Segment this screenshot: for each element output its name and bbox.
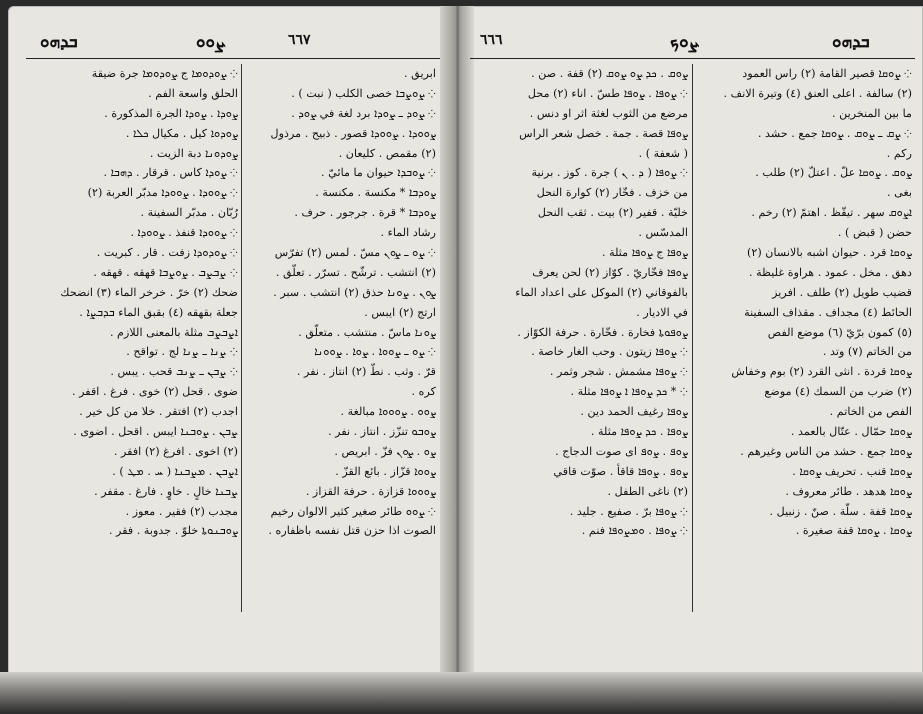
entry-line: ( شعفة ) .	[638, 146, 688, 160]
right-header-keyword: ܒܕܗܘ	[832, 32, 870, 52]
left-page	[26, 6, 441, 686]
entry-line: قضيب طويل (٢) طلف . افريز	[772, 285, 912, 299]
entry-line: المدسّس .	[638, 226, 688, 240]
entry-line: ܨܘܕܘܐ كيل . مكيال ܟܠܐ .	[125, 126, 238, 140]
entry-line: الحائط (٤) مجداف . مقذاف السفينة	[744, 305, 912, 319]
entry-line: ܨܘܦܐ . ܟܕ ܨܘܦܐ مثلة .	[590, 425, 688, 439]
entry-line: ⁘ ܨܘܦܐ برّ . صفيع . جليد .	[569, 504, 688, 518]
entry-line: ركم .	[886, 146, 912, 160]
entry-line: من خزف . فخّار (٢) كوارة النحل	[536, 186, 688, 200]
entry-line: ⁘ ܨܘܕܘܡܐ ج ܨܘܕܘܡܐ جرة ضيقة	[91, 67, 238, 80]
entry-line: ܨܘܘܘܐ قزازة . حرفة القزاز .	[305, 484, 436, 498]
entry-line: (٥) كمون برّيّ (٦) موضع الفص	[767, 325, 912, 339]
entry-line: ⁘ ܨܘܘܕܐ . ܨܘܘܕܐ مدبّر العربة (٢)	[87, 186, 238, 200]
entry-line: ܨܘܒܘ تنزّز . انتاز . نفر .	[328, 425, 436, 439]
entry-line: ܨܘܩܐ قردة . انثى القرد (٢) بوم وخفاش	[731, 365, 912, 379]
entry-line: اجدب (٢) افتقر . خلا من كل خير .	[79, 405, 238, 419]
entry-line: ⁘ ܨܩ ـ ܨܘܩ . ܨܘܩܐ جمع . حشد .	[757, 126, 912, 140]
entry-line: ܨܒܢܐ خالٍ . خاوٍ . فارغ . مقفر .	[94, 484, 238, 498]
entry-line: ܨܘܩܐ هدهد . طائر معروف .	[785, 484, 912, 498]
entry-line: ܨܘܦ . ܨܘܦ ای صوت الدجاج .	[555, 444, 688, 458]
entry-line: ܨܘܩ . ܨܘܩܐ علّ . اعتلّ (٢) طلب .	[755, 166, 912, 180]
bottom-shadow	[0, 672, 923, 714]
entry-line: (٢) اخوى . افرغ (٢) افقر .	[113, 444, 238, 458]
entry-line: ⁘ ܨܘ ـ ܨܘܘܐ . ܨܘܐ . ܨܘܘܢܐ	[314, 345, 436, 359]
right-page	[470, 6, 915, 686]
entry-line: حضن ( قبض ) .	[837, 226, 912, 240]
entry-line: ضحك (٢) خرّ . خرخر الماء (٣) انضحك	[60, 285, 238, 299]
entry-line: بغى .	[887, 186, 912, 200]
entry-line: (٢) مقمص . كليعان .	[338, 146, 436, 160]
entry-line: رشاد الماء .	[380, 226, 436, 240]
entry-line: ܨܘܩܐ قرد . حيوان اشبه بالانسان (٢)	[746, 246, 912, 260]
entry-line: ܨܘ . ܨܘܢ فزّ . ابريص .	[334, 444, 436, 458]
left-header-rule	[26, 58, 441, 59]
entry-line: الصوت اذا حزن قتل نفسه باظفاره .	[268, 524, 436, 538]
entry-line: ܨܘܦ . ܨܘܦܐ قاقأ . صوّت قاقي	[553, 464, 688, 478]
entry-line: ⁘ ܨܘܦܐ . ܘܡܨܘܦܐ فنم .	[581, 524, 688, 538]
entry-line: بالفوقاني (٢) الموكل على اعداد الماء	[515, 285, 688, 299]
right-header-rule	[470, 58, 915, 59]
entry-line: ܨܘܘܕܐ . ܨܘܘܕܐ قصور . ذبيح . مرذول	[270, 126, 436, 140]
entry-line: ⁘ ܨܘܕܐ كاس . قرقار . ܕܗܒܐ .	[103, 166, 238, 180]
entry-line: ܨܘܘܐ قزّاز . بائع القزّ .	[335, 464, 436, 478]
entry-line: رُبّان . مدبّر السفينة .	[140, 206, 238, 220]
entry-line: الحلق واسعة الفم .	[148, 86, 238, 100]
entry-line: ⁘ ܨܘܒܕܐ حيوان ما مائيّ .	[321, 166, 436, 180]
entry-line: (٢) انتشب . ترشّح . تسرّر . تعلّق .	[275, 265, 436, 279]
entry-line: ⁘ ܨܢܐ ـ ܨܢܐ لج . تواقح .	[126, 345, 238, 359]
entry-line: ܨܘܕܐ . ܨܘܕܐ الجرة المذكورة .	[104, 106, 238, 120]
entry-line: ܨܘܦܐ ج ܨܘܦܐ مثلة .	[601, 246, 688, 260]
left-column-divider	[241, 64, 242, 612]
right-page-column-right	[700, 64, 912, 541]
book-spread	[8, 6, 923, 696]
book-gutter	[440, 6, 474, 696]
right-header-root: ܨܘܟ	[670, 32, 698, 52]
entry-line: ⁘ ܨܘ ـ ܨܘܢ مسّ . لمس (٢) تفرّس	[274, 246, 436, 260]
entry-line: دهق . مخل . عمود . هراوة غليظة .	[748, 265, 912, 279]
entry-line: جعلة بقهقه (٤) بقبق الماء ܒܕܒܨܐ .	[79, 305, 238, 319]
entry-line: ⁘ ܨܘܘ طائر صغير كثير الالوان رخيم	[270, 504, 436, 518]
entry-line: ܨܘܩ . ܟܕ ܨܘ ܨܘܩ (٢) قفة . صن .	[531, 67, 688, 80]
entry-line: ܨܒܢ . ܨܘܒܢܐ ايبس . اقحل . اضوى .	[73, 425, 238, 439]
entry-line: ܨܘܩܐ قفة . سلّة . صنّ . زنبيل .	[769, 504, 912, 518]
entry-line: ⁘ ܨܘܘܕܐ قنفذ . ܨܘܘܕܐ .	[130, 226, 238, 240]
entry-line: ما بين المنخرين .	[831, 106, 912, 120]
right-page-header	[470, 28, 915, 56]
entry-line: ܨܘܦܐ قصة . جمة . خصل شعر الراس	[519, 126, 688, 140]
left-page-header	[26, 28, 441, 56]
entry-line: ⁘ ܨܘܕܘܕܐ زفت . قار . كبريت .	[96, 246, 238, 260]
entry-line: ܨܘܩܐ . ܨܘܩܐ قفة صغيرة .	[795, 524, 912, 538]
right-page-column-left	[484, 64, 688, 541]
entry-line: ⁘ ܨܘܦܐ . ܨܘܦܐ طسّ . اناء (٢) محل	[527, 86, 688, 100]
entry-line: ⁘ ܨܘܦܐ زيتون . وحب الغار خاصة .	[531, 345, 688, 359]
entry-line: ܨܘܩܐ حمّال . عتّال بالعمد .	[790, 425, 912, 439]
entry-line: ܨܘܢܐ ماسّ . منتشب . متعلّق .	[298, 325, 436, 339]
entry-line: ⁘ ܨܘܨܒܐ خصى الكلب ( نبت ) .	[291, 86, 436, 100]
entry-line: في الاديار .	[636, 305, 688, 319]
entry-line: ܐܨܒܢ . ܡܨܒܢܐ ( ܚ . ܡܛ ) .	[112, 464, 238, 478]
entry-line: ܨܘܦܐ فخّاريّ . كوّاز (٢) لحن يعرف	[532, 265, 688, 279]
entry-line: خليّة . قفير (٢) بيت . ثقب النحل	[537, 206, 688, 220]
left-page-number: ٦٦٧	[288, 32, 311, 48]
entry-line: ܐܨܘܩ سهر . تيقّظ . اهتمّ (٢) رخم .	[751, 206, 912, 220]
entry-line: ⁘ * ܟܕ ܨܘܦܐ ܐ ܨܘܦܐ مثلة .	[570, 385, 688, 399]
entry-line: مرضع من الثوب لغثة اثر او دنس .	[529, 106, 688, 120]
entry-line: ܨܘܕܘܢܐ دبة الزيت .	[149, 146, 238, 160]
left-page-column-left	[32, 64, 238, 541]
entry-line: ضوى . قحل (٢) خوى . فرغ . اقفر .	[72, 385, 238, 399]
entry-line: ܨܘܘ . ܨܘܘܘܐ مبالغة .	[340, 405, 436, 419]
entry-line: ⁘ ܨܘܕ ـ ܨܘܕܐ برد لغة في ܨܘܕ .	[291, 106, 436, 120]
entry-line: ܨܘܒܢܘܬܐ خلوّ . جدوبة . فقر .	[108, 524, 238, 538]
entry-line: ܨܘܕܒܐ * قرة . جرجور . حرف .	[294, 206, 436, 220]
entry-line: ܨܘܦܘܬܐ فخارة . فخّارة . حرفة الكوّاز .	[517, 325, 688, 339]
left-header-keyword: ܒܕܗܘ	[40, 32, 78, 52]
entry-line: من الخاتم (٧) وتد .	[822, 345, 912, 359]
entry-line: الفص من الخاتم .	[829, 405, 912, 419]
entry-line: (٢) ضرب من السمك (٤) موضع	[764, 385, 912, 399]
entry-line: ⁘ ܨܘܩܐ قصير القامة (٢) راس العمود	[742, 67, 912, 80]
entry-line: ܨܘܦܐ رغيف الحمد دين .	[580, 405, 688, 419]
right-column-divider	[692, 64, 693, 612]
entry-line: ⁘ ܨܒܨܒ . ܨܘܨܒܐ قهقه . قهقه .	[93, 265, 238, 279]
right-page-number: ٦٦٦	[480, 32, 503, 48]
left-page-column-right	[248, 64, 436, 541]
entry-line: (٢) ناغى الطفل .	[607, 484, 688, 498]
entry-line: ܨܘܩܐ جمع . حشد من الناس وغيرهم .	[740, 444, 912, 458]
entry-line: قرّ . وثب . نطّ (٢) انتاز . نفر .	[296, 365, 436, 379]
entry-line: ܨܘܕܒܐ * مكنسة . مكنسة .	[315, 186, 436, 200]
entry-line: مجدب (٢) فقير . معوز .	[125, 504, 238, 518]
entry-line: ⁘ ܨܒܢ ـ ܨܢܒ قحب . يبس .	[110, 365, 238, 379]
entry-line: ⁘ ܨܘܦܐ مشمش . شجر وثمر .	[549, 365, 688, 379]
entry-line: ارتج (٢) ايبس .	[364, 305, 436, 319]
entry-line: ܨܘܩܐ قنب . تحريف ܨܘܩܐ .	[792, 464, 912, 478]
left-header-root: ܨܘܘ	[196, 32, 225, 52]
entry-line: ܨܘܢ . ܨܘܢܐ حذق (٢) انتشب . سبر .	[273, 285, 436, 299]
entry-line: ܐܨܒܨܒ مثلة بالمعنى اللازم .	[109, 325, 238, 339]
entry-line: كره .	[411, 385, 436, 399]
entry-line: ⁘ ܨܘܦܐ ( ܕ . ܢ ) جرة . كوز . برنية	[531, 166, 688, 180]
entry-line: ابريق .	[404, 67, 436, 80]
entry-line: (٢) سالفة . اعلى العنق (٤) وتيرة الانف .	[723, 86, 912, 100]
